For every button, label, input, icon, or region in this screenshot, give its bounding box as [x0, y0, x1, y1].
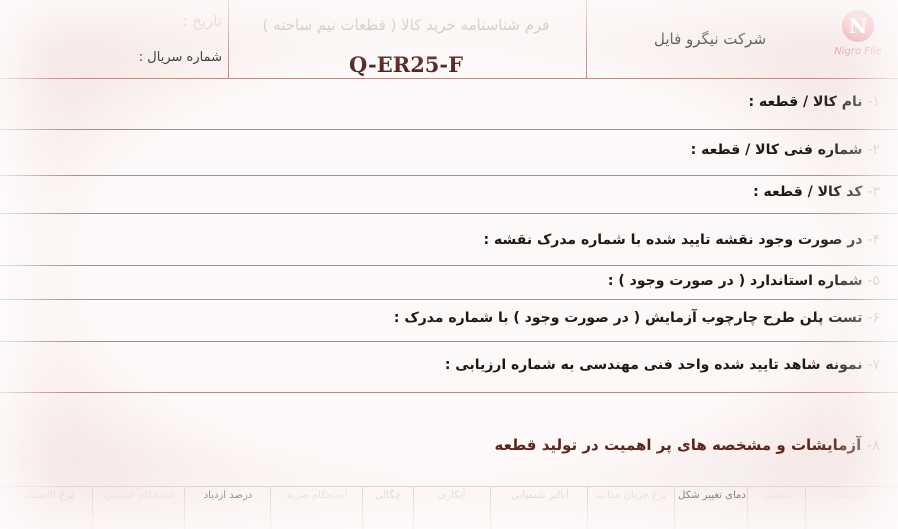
form-code: Q-ER25-F: [348, 52, 464, 77]
form-title: فرم شناسنامه خرید کالا ( قطعات نیم ساخته ): [262, 16, 550, 34]
table-divider: [270, 486, 271, 529]
header-divider: [228, 0, 229, 78]
row-label: در صورت وجود نقشه تایید شده با شماره مدرک نقشه :: [483, 232, 863, 248]
row-label: شماره فنی کالا / قطعه :: [690, 142, 863, 158]
row-number: ۲-: [867, 142, 880, 158]
field-row-standard-number[interactable]: [0, 266, 898, 300]
company-name: شرکت نیگرو فایل: [653, 30, 767, 48]
table-header-density: چگالی: [374, 490, 402, 501]
row-label: کد کالا / قطعه :: [753, 184, 863, 200]
row-number: ۳-: [867, 184, 880, 200]
table-header-tensile-strength: استحکام کششی: [104, 490, 174, 501]
row-label: تست پلن طرح چارچوب آزمایش ( در صورت وجود ) با شماره مدرک :: [393, 310, 863, 326]
field-row-item-name[interactable]: [0, 78, 898, 130]
section-label: آزمایشات و مشخصه های پر اهمیت در تولید قطعه: [494, 436, 862, 454]
field-row-approved-sample[interactable]: [0, 342, 898, 393]
row-number: ۵-: [867, 273, 880, 289]
field-row-technical-number[interactable]: [0, 130, 898, 176]
row-label: شماره استاندارد ( در صورت وجود ) :: [607, 273, 863, 289]
row-label: نمونه شاهد تایید شده واحد فنی مهندسی به شماره ارزیابی :: [444, 357, 863, 373]
row-number: ۱-: [867, 94, 880, 110]
table-divider: [674, 486, 675, 529]
header-divider: [586, 0, 587, 78]
serial-number-label: شماره سریال :: [138, 50, 222, 65]
table-divider: [490, 486, 491, 529]
table-header-plating: آبکاری: [438, 490, 466, 501]
row-number: ۶-: [867, 310, 880, 326]
logo-text: Nigro File: [834, 46, 882, 57]
table-divider: [92, 486, 93, 529]
table-header-hardness: سختی: [764, 490, 791, 501]
form-header: [0, 0, 898, 79]
field-row-test-plan[interactable]: [0, 300, 898, 342]
table-header-deformation-temp: دمای تغییر شکل: [678, 490, 746, 501]
table-header-impact-strength: استحکام ضربه: [286, 490, 348, 501]
logo-mark: N: [842, 10, 874, 42]
company-logo: [828, 10, 884, 62]
row-label: نام کالا / قطعه :: [748, 94, 863, 110]
field-row-drawing-number[interactable]: [0, 214, 898, 266]
table-header-melt-flow: نرخ جریان مذاب: [597, 490, 667, 501]
field-row-item-code[interactable]: [0, 176, 898, 214]
table-divider: [184, 486, 185, 529]
table-header-elastic-rate: نرخ الاستیک: [24, 490, 74, 501]
row-number: ۷-: [867, 357, 880, 373]
table-header-chemical-analysis: آنالیز شیمیایی: [511, 490, 569, 501]
table-divider: [805, 486, 806, 529]
table-header-elongation: درصد ازدیاد: [203, 490, 253, 501]
row-number: ۴-: [867, 232, 880, 248]
date-label: تاریخ :: [182, 12, 222, 30]
table-header-resistance: مقاومت: [833, 490, 867, 501]
section-number: ۸-: [866, 436, 880, 454]
tests-section-title: [495, 436, 881, 454]
